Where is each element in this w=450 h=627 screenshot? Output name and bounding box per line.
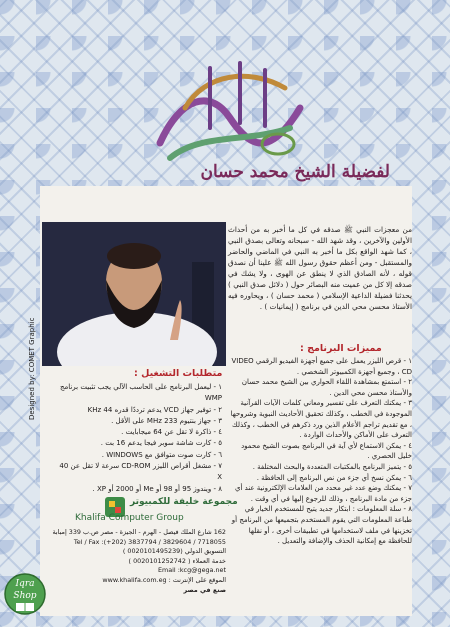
sheikh-title: لفضيلة الشيخ محمد حسان bbox=[200, 162, 390, 182]
iqra-shop-seal-icon bbox=[4, 566, 46, 622]
intro-paragraph: من معجزات النبي ﷺ صدقه في كل ما أخبر به من أحداث الأولين والآخرين ، وقد شهد الله - سبحانه وتعالى بصدق النبي ، كما شهد الواقع بكل ما أخبر به النبي في الماضي والحاضر والمستقبل - ومن أعظم حقوق رسول الله ﷺ علينا أن نصدق قوله ، لأنه الصادق الذي لا ينطق عن الهوى ، ولا يشك في صدقه إلا كل من عميت منه البصائر حول ( دلائل صدق النبي ) يحدثنا فضيلة الداعية الإسلامي ( محمد حسان ) ، ويحاوره فيه الأستاذ محسن محي الدين في برنامج ( إيمانيات ) . bbox=[228, 225, 412, 311]
designer-credit: Designed by: COMET Graphic bbox=[28, 317, 36, 420]
list-item: ٧ - يمكنك وضع عدد غير محدد من العلامات الإلكترونية عند أي جزء من مادة البرنامج ، وذلك للرجوع إليها في أي وقت . bbox=[234, 484, 412, 503]
list-item: ٢ - توفير جهاز VCD يدعم ترددًا قدره KHz 44 bbox=[87, 405, 222, 414]
contact-support: خدمة العملاء ( 0020101252742 ) bbox=[128, 556, 226, 565]
contact-block bbox=[52, 528, 226, 595]
list-item: ٨ - سلة المعلومات : ابتكار جديد يتيح للمستخدم الخيار في طباعة المعلومات التي يقوم المستخدم بتجميعها من البرنامج أو تخزينها في ملف لاستخدامها في تطبيقات أخرى ، أو نقلها للحافظة مع إمكانية الحذف والإضافة والتعديل . bbox=[231, 505, 412, 546]
list-item: ٦ - كارت صوت متوافق مع WINDOWS . bbox=[101, 450, 222, 459]
list-item: ١ - ليعمل البرنامج على الحاسب الآلي يجب تثبيت برنامج WMP bbox=[59, 383, 222, 403]
features-list bbox=[228, 356, 412, 547]
list-item: ٣ - جهاز بنتيوم MHz 233 على الأقل . bbox=[111, 416, 222, 425]
list-item: ٦ - يمكن نسخ أي جزء من نص البرنامج إلى الحافظة . bbox=[256, 473, 412, 482]
requirements-list bbox=[58, 382, 222, 495]
requirements-heading: متطلبات التشغيل : bbox=[134, 368, 223, 379]
list-item: ٤ - ذاكرة لا تقل عن 64 ميجابايت . bbox=[121, 428, 222, 437]
sheikh-photo bbox=[42, 222, 226, 366]
list-item: ٨ - ويندوز 95 أو 98 أو Me أو 2000 أو XP . bbox=[92, 484, 222, 493]
contact-marketing: التسويق الدولي (0020101495239 ) bbox=[122, 547, 226, 556]
brand-name-arabic: مجموعة خليفة للكمبيوتر bbox=[130, 497, 238, 507]
contact-email[interactable]: Email :kcg@gega.net bbox=[157, 566, 226, 575]
list-item: ٧ - مشغل أقراص الليزر CD-ROM سرعة لا تقل عن 40 X bbox=[59, 462, 222, 482]
list-item: ٣ - يمكنك التعرف على تفسير ومعاني كلمات الآيات القرآنية الموجودة في الخطب ، وكذلك تحقيق الأحاديث النبوية وشروحها ، مع تقديم تراجم الأعلام الذين ورد ذكرهم في الخطب ، وكذلك التعرف على الأماكن والأحداث الواردة . bbox=[230, 399, 412, 440]
features-heading: مميزات البرنامج : bbox=[300, 343, 382, 354]
contact-address: 162 شارع الملك فيصل - الهرم - الجيزة - مصر ص.ب 339 إمبابة bbox=[52, 528, 226, 536]
list-item: ٥ - يتميز البرنامج بالمكتبات المتعددة والبحث المختلفة . bbox=[252, 462, 412, 471]
brand-name-english: Khalifa Computer Group bbox=[75, 513, 184, 523]
list-item: ٥ - كارت شاشة سوبر فيجا يدعم 16 بت . bbox=[100, 439, 222, 448]
list-item: ٢ - استمتع بمشاهدة اللقاء الحواري بين الشيخ محمد حسان والأستاذ محسن محي الدين . bbox=[241, 378, 412, 397]
list-item: ٤ - يمكن الاستماع لأي آية في البرنامج بصوت الشيخ محمود خليل الحصري . bbox=[241, 441, 412, 461]
seal-text-2: Shop bbox=[13, 591, 37, 601]
seal-text-1: Iqra bbox=[15, 579, 35, 589]
contact-phone: Tel / Fax :(+202) 3837794 / 3829604 / 7718055 bbox=[73, 537, 226, 546]
list-item: ١ - قرص الليزر يعمل على جميع أجهزة الفيديو الرقمي VIDEO CD ، وجميع أجهزة الكمبيوتر الشخصي . bbox=[231, 357, 412, 376]
contact-website[interactable]: الموقع على الإنترنت : www.khalifa.com.eg bbox=[102, 575, 226, 584]
made-in-egypt: صنع في مصر bbox=[183, 585, 226, 594]
